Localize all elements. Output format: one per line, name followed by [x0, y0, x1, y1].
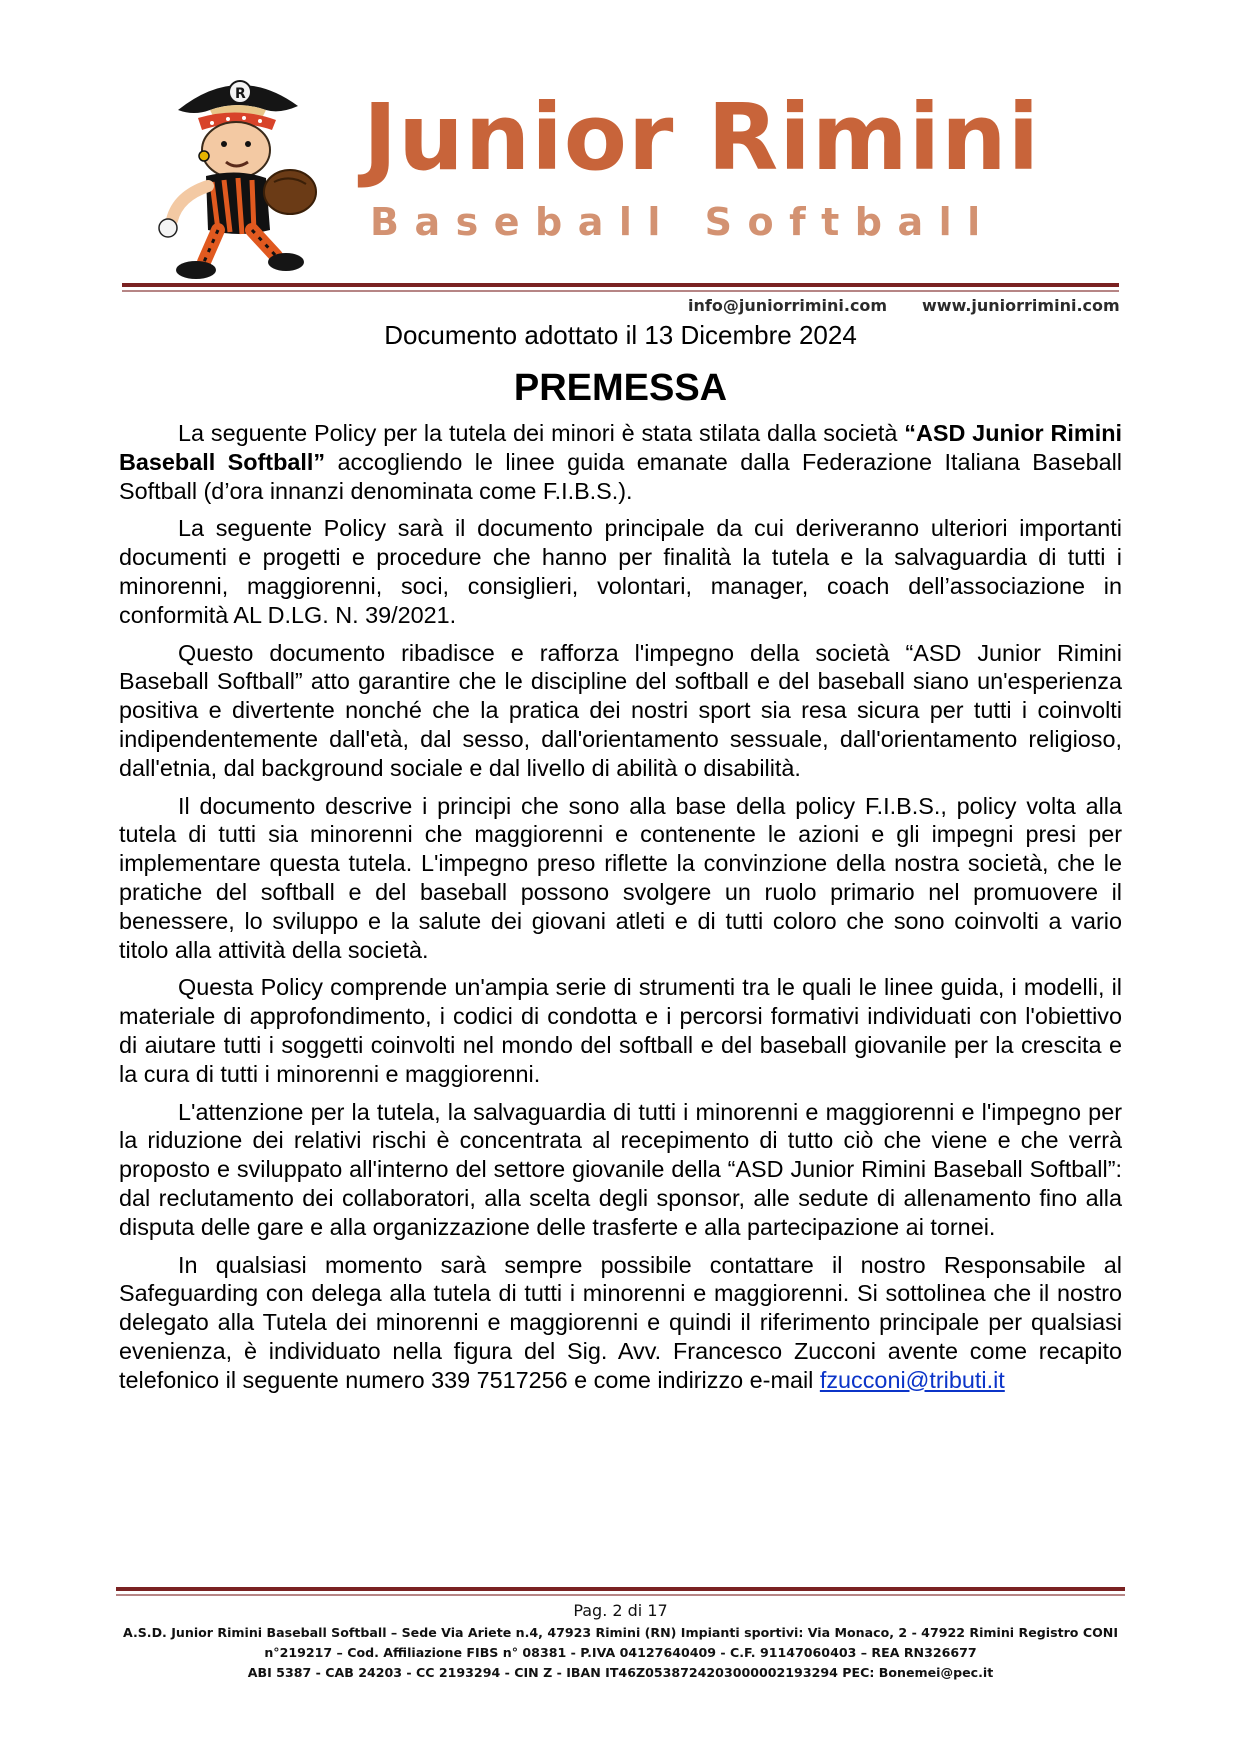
paragraph-1-intro: La seguente Policy per la tutela dei minori è stata stilata dalla società [178, 420, 905, 446]
paragraph-1-rest: accogliendo le linee guida emanate dalla Federazione Italiana Baseball Softball (d’ora innanzi denominata come F.I.B.S.). [119, 448, 1122, 504]
document-body [119, 419, 1122, 1404]
header-website[interactable]: www.juniorrimini.com [922, 296, 1120, 315]
footer-bank-line: ABI 5387 - CAB 24203 - CC 2193294 - CIN Z - IBAN IT46Z0538724203000002193294 PEC: Bonemei@pec.it [247, 1665, 994, 1680]
association-name: “ASD Junior Rimini Baseball Softball” [119, 420, 1122, 475]
header-divider-thin [122, 290, 1119, 292]
page-number: Pag. 2 di 17 [573, 1601, 668, 1620]
header-email[interactable]: info@juniorrimini.com [688, 296, 888, 315]
paragraph-4: Il documento descrive i principi che sono alla base della policy F.I.B.S., policy volta alla tutela di tutti sia minorenni che maggiorenni e contenente le azioni e gli impegni presi per implementare questa tutela. L'impegno preso riflette la convinzione della nostra società, che le pratiche del softball e del baseball possono svolgere un ruolo primario nel promuovere il benessere, lo sviluppo e la salute dei giovani atleti e di tutti coloro che sono coinvolti a vario titolo alla attività della società. [119, 792, 1122, 963]
paragraph-1 [119, 419, 1122, 505]
brand-subtitle: Baseball Softball [370, 200, 996, 244]
footer-divider-thin [116, 1594, 1125, 1596]
pirate-mascot-icon [148, 70, 328, 285]
paragraph-3: Questo documento ribadisce e rafforza l'impegno della società “ASD Junior Rimini Baseball Softball” atto garantire che le discipline del softball e del baseball siano un'esperienza positiva e divertente nonché che la pratica dei nostri sport sia resa sicura per tutti i coinvolti indipendentemente dall'età, dal sesso, dall'orientamento sessuale, dall'orientamento religioso, dall'etnia, dal background sociale e dal livello di abilità o disabilità. [119, 639, 1122, 781]
paragraph-6: L'attenzione per la tutela, la salvaguardia di tutti i minorenni e maggiorenni e l'impegno per la riduzione dei relativi rischi è concentrata al recepimento di tutto ciò che viene e che verrà proposto e sviluppato all'interno del settore giovanile della “ASD Junior Rimini Baseball Softball”: dal reclutamento dei collaboratori, alla scelta degli sponsor, alle sedute di allenamento fino alla disputa delle gare e alla organizzazione delle trasferte e alla partecipazione ai tornei. [119, 1098, 1122, 1240]
paragraph-2: La seguente Policy sarà il documento principale da cui deriveranno ulteriori importanti documenti e progetti e procedure che hanno per finalità la tutela e la salvaguardia di tutti i minorenni, maggiorenni, soci, consiglieri, volontari, manager, coach dell’associazione in conformità AL D.LG. N. 39/2021. [119, 515, 1122, 628]
paragraph-7-text: In qualsiasi momento sarà sempre possibile contattare il nostro Responsabile al Safeguarding con delega alla tutela di tutti i minorenni e maggiorenni. Si sottolinea che il nostro delegato alla Tutela dei minorenni e maggiorenni e quindi il riferimento principale per qualsiasi evenienza, è individuato nella figura del Sig. Avv. Francesco Zucconi avente come recapito telefonico il seguente numero 339 7517256 e come indirizzo e-mail [119, 1251, 1122, 1393]
letterhead [0, 0, 1241, 315]
svg-text:R: R [235, 86, 246, 102]
footer-registry-line: n°219217 – Cod. Affiliazione FIBS n° 08381 - P.IVA 04127640409 - C.F. 91147060403 – REA RN326677 [264, 1645, 977, 1660]
paragraph-7 [119, 1251, 1122, 1395]
section-title: PREMESSA [513, 367, 728, 409]
paragraph-5: Questa Policy comprende un'ampia serie di strumenti tra le quali le linee guida, i modelli, il materiale di approfondimento, i codici di condotta e i percorsi formativi individuati con l'obiettivo di aiutare tutti i soggetti coinvolti nel mondo del softball e del baseball giovanile per la crescita e la cura di tutti i minorenni e maggiorenni. [119, 974, 1122, 1087]
header-divider [122, 283, 1119, 287]
footer-divider [116, 1587, 1125, 1591]
brand-title: Junior Rimini [363, 84, 1041, 191]
footer-address-line: A.S.D. Junior Rimini Baseball Softball – Sede Via Ariete n.4, 47923 Rimini (RN) Impianti sportivi: Via Monaco, 2 - 47922 Rimini Registro CONI [122, 1625, 1119, 1640]
delegate-email-link[interactable]: fzucconi@tributi.it [819, 1366, 1005, 1393]
adoption-date-line: Documento adottato il 13 Dicembre 2024 [384, 320, 857, 350]
